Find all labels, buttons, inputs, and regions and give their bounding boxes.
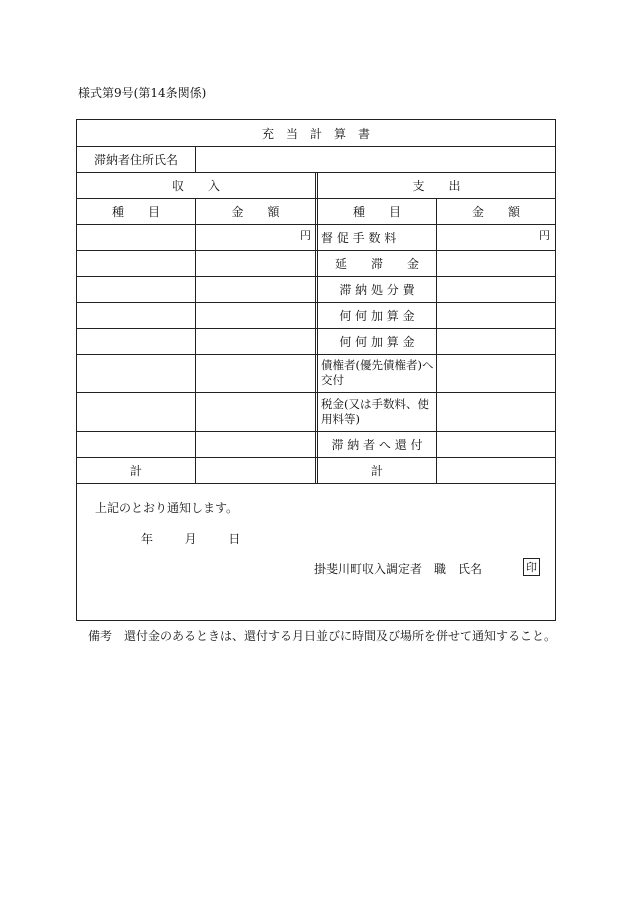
expense-amount-header: 金 額 — [471, 204, 520, 219]
expense-total-label: 計 — [370, 463, 383, 478]
expense-item-label: 滞 納 処 分 費 — [339, 282, 415, 297]
date-year: 年 — [141, 532, 154, 546]
expense-header: 支 出 — [412, 178, 461, 193]
expense-item-label: 税金(又は手数料、使用料等) — [321, 396, 429, 426]
remark-note: 備考 還付金のあるときは、還付する月日並びに時間及び場所を併せて通知すること。 — [88, 629, 557, 643]
income-yen-mark: 円 — [300, 229, 311, 242]
expense-item-label: 何 何 加 算 金 — [339, 334, 415, 349]
debtor-field[interactable] — [196, 146, 555, 172]
expense-item-label: 延 滞 金 — [334, 256, 419, 271]
expense-item-label: 債権者(優先債権者)へ交付 — [321, 358, 434, 387]
notice-date — [141, 530, 240, 547]
form-title: 充 当 計 算 書 — [261, 126, 370, 141]
allocation-form-table — [76, 119, 556, 621]
date-day: 日 — [228, 532, 241, 546]
expense-item-label: 何 何 加 算 金 — [339, 308, 415, 323]
income-item-header: 種 目 — [111, 204, 160, 219]
expense-item-label: 督 促 手 数 料 — [321, 230, 397, 245]
expense-item-header: 種 目 — [352, 204, 401, 219]
date-month: 月 — [184, 532, 197, 546]
income-header: 収 入 — [171, 178, 220, 193]
debtor-label: 滞納者住所氏名 — [93, 152, 178, 167]
income-amount-header: 金 額 — [231, 204, 280, 219]
form-label: 様式第9号(第14条関係) — [78, 86, 207, 100]
seal-mark: 印 — [523, 558, 540, 576]
issuer-name: 掛斐川町収入調定者 職 氏名 — [314, 562, 483, 576]
expense-yen-mark: 円 — [539, 229, 550, 242]
expense-item-label: 滞 納 者 へ 還 付 — [331, 437, 423, 452]
notice-text: 上記のとおり通知します。 — [95, 501, 239, 515]
income-total-label: 計 — [129, 463, 142, 478]
